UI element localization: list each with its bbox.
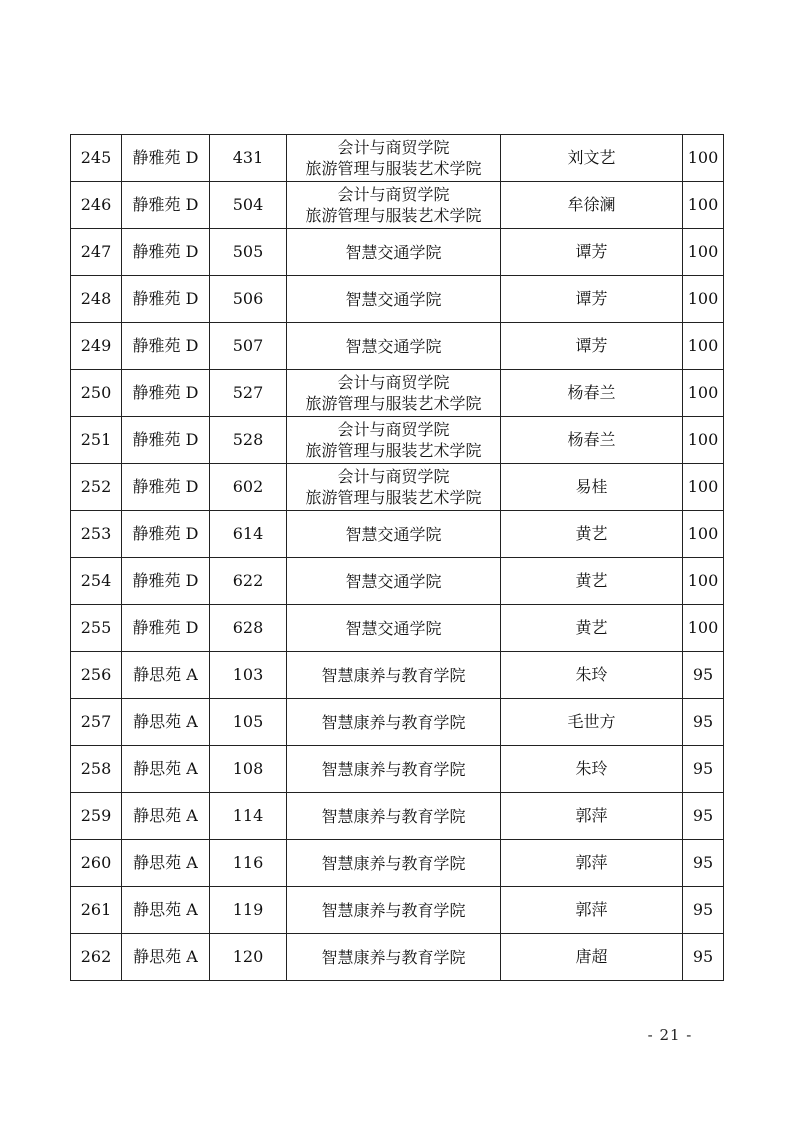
college-name: 会计与商贸学院 — [337, 138, 450, 157]
table-row — [71, 135, 724, 182]
building-cell: 静思苑 A — [122, 746, 210, 793]
room-cell: 622 — [210, 558, 287, 605]
building-cell: 静雅苑 D — [122, 417, 210, 464]
room-cell: 506 — [210, 276, 287, 323]
college-cell — [287, 135, 501, 182]
table-row — [71, 182, 724, 229]
room-cell: 105 — [210, 699, 287, 746]
table-row — [71, 229, 724, 276]
teacher-cell: 牟徐澜 — [501, 182, 683, 229]
room-cell: 114 — [210, 793, 287, 840]
row-number-cell: 260 — [71, 840, 122, 887]
row-number-cell: 257 — [71, 699, 122, 746]
college-name: 智慧交通学院 — [345, 524, 442, 544]
building-cell: 静雅苑 D — [122, 323, 210, 370]
college-name: 智慧交通学院 — [345, 571, 442, 591]
room-cell: 528 — [210, 417, 287, 464]
college-name: 旅游管理与服装艺术学院 — [305, 206, 482, 225]
room-cell: 602 — [210, 464, 287, 511]
room-cell: 119 — [210, 887, 287, 934]
row-number-cell: 245 — [71, 135, 122, 182]
row-number-cell: 248 — [71, 276, 122, 323]
teacher-cell: 谭芳 — [501, 229, 683, 276]
row-number-cell: 258 — [71, 746, 122, 793]
building-cell: 静思苑 A — [122, 840, 210, 887]
row-number-cell: 253 — [71, 511, 122, 558]
score-cell: 100 — [683, 558, 724, 605]
table-row — [71, 652, 724, 699]
score-cell: 95 — [683, 840, 724, 887]
row-number-cell: 246 — [71, 182, 122, 229]
table-row — [71, 934, 724, 981]
teacher-cell: 易桂 — [501, 464, 683, 511]
score-cell: 95 — [683, 793, 724, 840]
row-number-cell: 250 — [71, 370, 122, 417]
college-name: 会计与商贸学院 — [337, 467, 450, 486]
teacher-cell: 郭萍 — [501, 887, 683, 934]
college-name: 会计与商贸学院 — [337, 420, 450, 439]
building-cell: 静雅苑 D — [122, 605, 210, 652]
college-cell — [287, 323, 501, 370]
score-cell: 95 — [683, 652, 724, 699]
teacher-cell: 杨春兰 — [501, 370, 683, 417]
room-cell: 614 — [210, 511, 287, 558]
college-name: 智慧交通学院 — [345, 336, 442, 356]
college-cell — [287, 182, 501, 229]
row-number-cell: 255 — [71, 605, 122, 652]
college-cell — [287, 276, 501, 323]
building-cell: 静思苑 A — [122, 934, 210, 981]
room-cell: 103 — [210, 652, 287, 699]
row-number-cell: 259 — [71, 793, 122, 840]
room-cell: 431 — [210, 135, 287, 182]
table-row — [71, 605, 724, 652]
building-cell: 静雅苑 D — [122, 558, 210, 605]
teacher-cell: 谭芳 — [501, 323, 683, 370]
teacher-cell: 朱玲 — [501, 652, 683, 699]
building-cell: 静雅苑 D — [122, 135, 210, 182]
college-name: 旅游管理与服装艺术学院 — [305, 488, 482, 507]
college-name: 会计与商贸学院 — [337, 373, 450, 392]
dormitory-inspection-table — [70, 134, 724, 981]
college-name: 旅游管理与服装艺术学院 — [305, 441, 482, 460]
building-cell: 静雅苑 D — [122, 370, 210, 417]
score-cell: 95 — [683, 934, 724, 981]
room-cell: 527 — [210, 370, 287, 417]
college-cell — [287, 793, 501, 840]
table-row — [71, 840, 724, 887]
teacher-cell: 朱玲 — [501, 746, 683, 793]
college-name: 智慧交通学院 — [345, 242, 442, 262]
table-row — [71, 370, 724, 417]
row-number-cell: 262 — [71, 934, 122, 981]
college-cell — [287, 887, 501, 934]
score-cell: 100 — [683, 511, 724, 558]
college-name: 旅游管理与服装艺术学院 — [305, 394, 482, 413]
teacher-cell: 郭萍 — [501, 793, 683, 840]
building-cell: 静思苑 A — [122, 887, 210, 934]
college-name: 智慧康养与教育学院 — [321, 853, 466, 873]
college-cell — [287, 605, 501, 652]
page-number: - 21 - — [647, 1026, 693, 1044]
room-cell: 108 — [210, 746, 287, 793]
college-cell — [287, 934, 501, 981]
college-cell — [287, 840, 501, 887]
college-name: 智慧康养与教育学院 — [321, 665, 466, 685]
row-number-cell: 261 — [71, 887, 122, 934]
score-cell: 100 — [683, 276, 724, 323]
table-row — [71, 464, 724, 511]
college-cell — [287, 746, 501, 793]
college-cell — [287, 511, 501, 558]
table-row — [71, 323, 724, 370]
row-number-cell: 254 — [71, 558, 122, 605]
building-cell: 静雅苑 D — [122, 182, 210, 229]
building-cell: 静雅苑 D — [122, 464, 210, 511]
teacher-cell: 黄艺 — [501, 558, 683, 605]
table-row — [71, 276, 724, 323]
college-cell — [287, 370, 501, 417]
room-cell: 507 — [210, 323, 287, 370]
room-cell: 628 — [210, 605, 287, 652]
college-name: 会计与商贸学院 — [337, 185, 450, 204]
score-cell: 100 — [683, 370, 724, 417]
college-name: 智慧交通学院 — [345, 618, 442, 638]
college-name: 智慧交通学院 — [345, 289, 442, 309]
row-number-cell: 249 — [71, 323, 122, 370]
row-number-cell: 252 — [71, 464, 122, 511]
score-cell: 100 — [683, 417, 724, 464]
row-number-cell: 251 — [71, 417, 122, 464]
building-cell: 静雅苑 D — [122, 229, 210, 276]
teacher-cell: 毛世方 — [501, 699, 683, 746]
room-cell: 116 — [210, 840, 287, 887]
score-cell: 100 — [683, 323, 724, 370]
room-cell: 505 — [210, 229, 287, 276]
table-row — [71, 793, 724, 840]
building-cell: 静思苑 A — [122, 793, 210, 840]
teacher-cell: 唐超 — [501, 934, 683, 981]
table-row — [71, 699, 724, 746]
teacher-cell: 黄艺 — [501, 511, 683, 558]
room-cell: 504 — [210, 182, 287, 229]
college-name: 智慧康养与教育学院 — [321, 712, 466, 732]
college-cell — [287, 699, 501, 746]
score-cell: 100 — [683, 229, 724, 276]
table-row — [71, 746, 724, 793]
building-cell: 静思苑 A — [122, 652, 210, 699]
table-row — [71, 417, 724, 464]
college-cell — [287, 558, 501, 605]
college-name: 智慧康养与教育学院 — [321, 806, 466, 826]
college-cell — [287, 652, 501, 699]
teacher-cell: 谭芳 — [501, 276, 683, 323]
teacher-cell: 刘文艺 — [501, 135, 683, 182]
score-cell: 100 — [683, 182, 724, 229]
table-body — [71, 135, 724, 981]
score-cell: 100 — [683, 464, 724, 511]
table-row — [71, 511, 724, 558]
college-cell — [287, 229, 501, 276]
college-name: 智慧康养与教育学院 — [321, 947, 466, 967]
building-cell: 静思苑 A — [122, 699, 210, 746]
row-number-cell: 256 — [71, 652, 122, 699]
teacher-cell: 黄艺 — [501, 605, 683, 652]
college-cell — [287, 464, 501, 511]
score-cell: 100 — [683, 605, 724, 652]
score-cell: 95 — [683, 699, 724, 746]
room-cell: 120 — [210, 934, 287, 981]
teacher-cell: 杨春兰 — [501, 417, 683, 464]
table-row — [71, 558, 724, 605]
score-cell: 95 — [683, 746, 724, 793]
college-name: 智慧康养与教育学院 — [321, 759, 466, 779]
row-number-cell: 247 — [71, 229, 122, 276]
score-cell: 95 — [683, 887, 724, 934]
teacher-cell: 郭萍 — [501, 840, 683, 887]
college-name: 智慧康养与教育学院 — [321, 900, 466, 920]
building-cell: 静雅苑 D — [122, 511, 210, 558]
table-row — [71, 887, 724, 934]
building-cell: 静雅苑 D — [122, 276, 210, 323]
score-cell: 100 — [683, 135, 724, 182]
college-cell — [287, 417, 501, 464]
college-name: 旅游管理与服装艺术学院 — [305, 159, 482, 178]
